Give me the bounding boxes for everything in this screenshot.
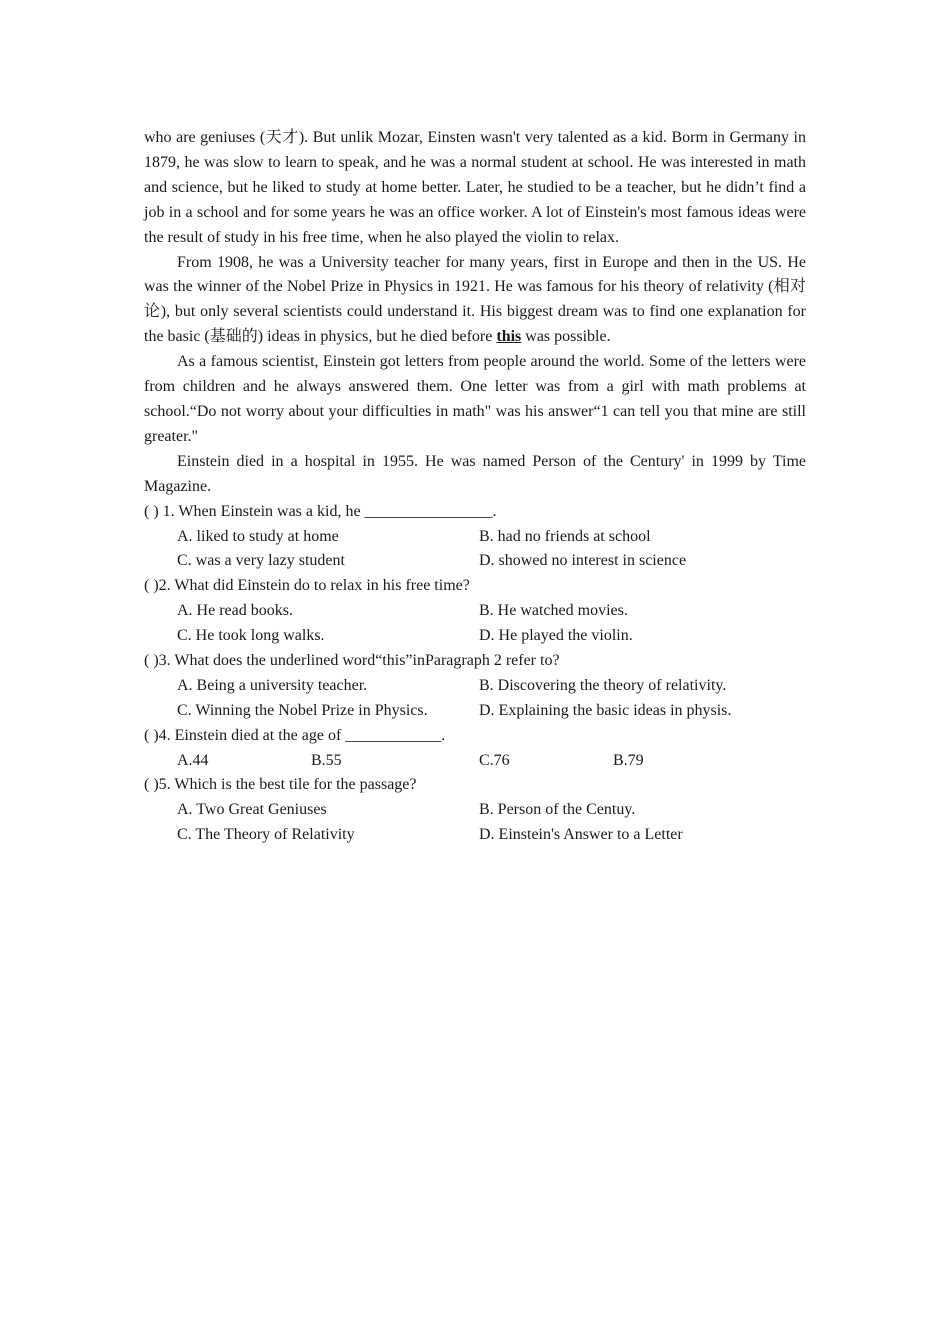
option-row (144, 749, 806, 774)
underlined-word-this: this (496, 328, 522, 346)
question-4 (144, 724, 806, 774)
option-row (144, 624, 806, 649)
option-b: B. Person of the Centuy. (479, 801, 636, 819)
option-row (144, 599, 806, 624)
option-row (144, 549, 806, 574)
question-3 (144, 649, 806, 724)
paragraph-2-text-start: From 1908, he was a University teacher for many years, first in Europe and then in the US. He was the winner of the Nobel Prize in Physics in 1921. He was famous for his theory of relativity (相对论), but only several scientists could understand it. His biggest dream was to find one explanation for the basic (基础的) ideas in physics, but he died before (144, 253, 806, 346)
option-a: A. liked to study at home (177, 527, 339, 545)
option-b: B.55 (311, 751, 342, 769)
option-c: C. He took long walks. (177, 627, 325, 645)
option-b: B. had no friends at school (479, 527, 651, 545)
option-row (144, 823, 806, 848)
question-stem: ( )4. Einstein died at the age of ____________. (144, 726, 446, 744)
option-row (144, 525, 806, 550)
question-stem: ( )5. Which is the best tile for the passage? (144, 776, 417, 794)
option-row (144, 798, 806, 823)
option-c: C.76 (479, 751, 510, 769)
option-a: A. Being a university teacher. (177, 676, 368, 694)
option-c: C. The Theory of Relativity (177, 826, 355, 844)
question-1 (144, 500, 806, 575)
option-b: B. He watched movies. (479, 602, 628, 620)
option-a: A. Two Great Geniuses (177, 801, 327, 819)
question-2 (144, 574, 806, 649)
worksheet-page (144, 126, 806, 848)
option-a: A.44 (177, 751, 209, 769)
question-5 (144, 773, 806, 848)
option-row (144, 674, 806, 699)
option-d: D. Explaining the basic ideas in physis. (479, 701, 732, 719)
passage-paragraph-3: As a famous scientist, Einstein got letters from people around the world. Some of the letters were from children and he always answered them. One letter was from a girl with math problems at school.“Do not worry about your difficulties in math" was his answer“1 can tell you that mine are still greater." (144, 353, 806, 445)
option-d: D. showed no interest in science (479, 552, 687, 570)
question-stem: ( )2. What did Einstein do to relax in his free time? (144, 577, 470, 595)
question-stem: ( ) 1. When Einstein was a kid, he ________________. (144, 502, 497, 520)
option-b: B. Discovering the theory of relativity. (479, 676, 727, 694)
option-c: C. was a very lazy student (177, 552, 345, 570)
option-row (144, 699, 806, 724)
passage-paragraph-4: Einstein died in a hospital in 1955. He was named Person of the Century' in 1999 by Time Magazine. (144, 452, 806, 495)
option-d: D. He played the violin. (479, 627, 633, 645)
passage-paragraph-1: who are geniuses (天才). But unlik Mozar, Einsten wasn't very talented as a kid. Borm in Germany in 1879, he was slow to learn to speak, and he was a normal student at school. He was interested in math and science, but he liked to study at home better. Later, he studied to be a teacher, but he didn’t find a job in a school and for some years he was an office worker. A lot of Einstein's most famous ideas were the result of study in his free time, when he also played the violin to relax. (144, 129, 806, 246)
passage-paragraph-2 (144, 251, 806, 351)
option-a: A. He read books. (177, 602, 293, 620)
option-d: D. Einstein's Answer to a Letter (479, 826, 683, 844)
option-d: B.79 (613, 751, 644, 769)
option-c: C. Winning the Nobel Prize in Physics. (177, 701, 428, 719)
question-stem: ( )3. What does the underlined word“this”inParagraph 2 refer to? (144, 651, 560, 669)
paragraph-2-text-end: was possible. (521, 328, 611, 346)
